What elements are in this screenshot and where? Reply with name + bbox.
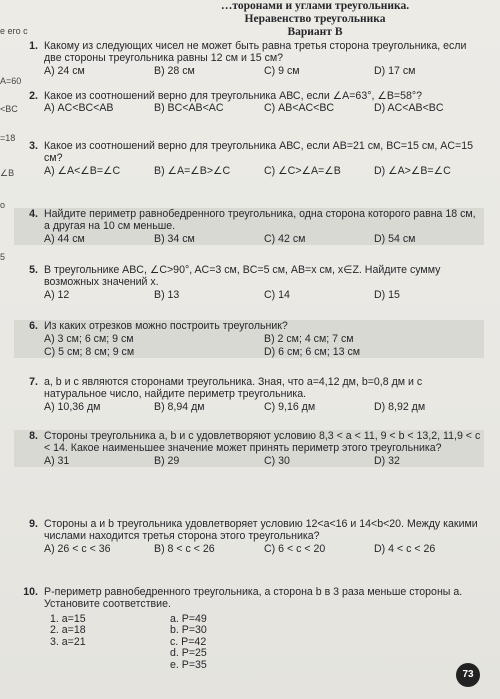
match-left-item: 1. a=15 <box>50 612 86 625</box>
task-9 <box>14 518 484 555</box>
option-d[interactable]: D) 17 см <box>374 64 416 77</box>
task-number: 6. <box>29 320 38 332</box>
match-right-item: e. P=35 <box>170 658 207 671</box>
option-b[interactable]: В) 2 см; 4 см; 7 см <box>264 333 354 346</box>
task-5 <box>14 264 484 301</box>
match-right-column <box>170 614 270 672</box>
answer-options <box>44 289 484 301</box>
answer-options <box>44 102 484 114</box>
task-text: a, b и c являются сторонами треугольника. Зная, что a=4,12 дм, b=0,8 дм и c натуральное число, найдите периметр треугольника. <box>44 376 423 401</box>
matching-table <box>44 614 484 672</box>
option-b[interactable]: В) ∠A=∠B>∠C <box>154 164 231 177</box>
answer-options <box>44 543 484 555</box>
match-left-column <box>50 614 170 672</box>
option-d[interactable]: D) 4 < c < 26 <box>374 542 436 555</box>
option-a[interactable]: А) 24 см <box>44 64 85 77</box>
option-c[interactable]: С) 14 <box>264 288 290 301</box>
header-line1: …торонами и углами треугольника. <box>220 0 410 12</box>
side-fragment: =18 <box>0 133 16 143</box>
option-c[interactable]: С) 42 см <box>264 232 306 245</box>
option-d[interactable]: D) 6 см; 6 см; 13 см <box>264 345 361 358</box>
task-text: Какое из соотношений верно для треугольника АВС, если ∠A=63°, ∠B=58°? <box>44 90 423 102</box>
task-number: 10. <box>23 586 38 598</box>
task-number: 8. <box>29 430 38 442</box>
answer-options <box>44 165 484 177</box>
option-b[interactable]: В) BC<AB<AC <box>154 102 224 115</box>
task-text: Какому из следующих чисел не может быть равна третья сторона треугольника, если две стороны треугольника равны 12 см и 15 см? <box>44 40 467 65</box>
option-d[interactable]: D) 15 <box>374 288 400 301</box>
option-a[interactable]: А) 3 см; 6 см; 9 см <box>44 333 134 346</box>
option-a[interactable]: А) 44 см <box>44 232 85 245</box>
option-a[interactable]: А) ∠A<∠B=∠C <box>44 164 121 177</box>
option-c[interactable]: С) 6 < c < 20 <box>264 542 326 555</box>
option-a[interactable]: А) 12 <box>44 288 70 301</box>
option-b[interactable]: В) 28 см <box>154 64 195 77</box>
page-number-badge: 73 <box>456 663 480 687</box>
option-c[interactable]: С) 9,16 дм <box>264 400 316 413</box>
side-fragment: ∠B <box>0 168 15 178</box>
match-left-item: 2. a=18 <box>50 624 86 637</box>
task-number: 3. <box>29 140 38 152</box>
match-left-item: 3. a=21 <box>50 635 86 648</box>
option-c[interactable]: С) AB<AC<BC <box>264 102 335 115</box>
task-text: Какое из соотношений верно для треугольника АВС, если AB=21 см, BC=15 см, AC=15 см? <box>44 140 473 165</box>
task-text: Стороны a и b треугольника удовлетворяет условию 12<a<16 и 14<b<20. Между какими числами находится третья сторона этого треугольника? <box>44 518 478 543</box>
match-right-item: c. P=42 <box>170 635 207 648</box>
task-4 <box>14 208 484 245</box>
side-fragment: A=60 <box>0 76 22 86</box>
option-a[interactable]: А) 26 < c < 36 <box>44 542 111 555</box>
option-b[interactable]: В) 34 см <box>154 232 195 245</box>
task-number: 5. <box>29 264 38 276</box>
match-right-item: b. P=30 <box>170 624 207 637</box>
task-3 <box>14 140 484 177</box>
option-d[interactable]: D) ∠A>∠B=∠C <box>374 164 451 177</box>
answer-options <box>44 401 484 413</box>
task-number: 7. <box>29 376 38 388</box>
side-fragment: е его с <box>0 26 28 36</box>
option-b[interactable]: В) 8 < c < 26 <box>154 542 215 555</box>
answer-options <box>44 65 484 77</box>
task-number: 1. <box>29 40 38 52</box>
task-10 <box>14 586 484 671</box>
match-right-item: d. P=25 <box>170 647 207 660</box>
option-b[interactable]: В) 8,94 дм <box>154 400 205 413</box>
option-c[interactable]: С) ∠C>∠A=∠B <box>264 164 341 177</box>
task-text: Из каких отрезков можно построить треугольник? <box>44 320 288 332</box>
option-d[interactable]: D) 54 см <box>374 232 416 245</box>
task-text: Найдите периметр равнобедренного треугольника, одна сторона которого равна 18 см, а другая на 10 см меньше. <box>44 208 476 233</box>
option-a[interactable]: А) 10,36 дм <box>44 400 101 413</box>
option-c[interactable]: С) 9 см <box>264 64 300 77</box>
task-1 <box>14 40 484 77</box>
side-fragment: о <box>0 200 6 210</box>
task-8 <box>14 430 484 467</box>
task-number: 2. <box>29 90 38 102</box>
answer-options <box>44 333 484 358</box>
option-c[interactable]: С) 30 <box>264 454 290 467</box>
answer-options <box>44 233 484 245</box>
task-number: 9. <box>29 518 38 530</box>
task-text: Стороны треугольника a, b и c удовлетворяют условию 8,3 < a < 11, 9 < b < 13,2, 11,9 < c < 14. Какое наименьшее значение может принять периметр этого треугольника? <box>44 430 481 455</box>
task-7 <box>14 376 484 413</box>
task-6 <box>14 320 484 358</box>
option-b[interactable]: В) 13 <box>154 288 180 301</box>
variant-label: Вариант В <box>287 26 343 38</box>
side-fragment: <BC <box>0 104 18 114</box>
option-c[interactable]: С) 5 см; 8 см; 9 см <box>44 345 135 358</box>
option-a[interactable]: А) AC<BC<AB <box>44 102 114 115</box>
header-line2: Неравенство треугольника <box>244 13 386 25</box>
side-fragment: 5 <box>0 252 6 262</box>
task-text: В треугольнике ABC, ∠C>90°, AC=3 см, BC=5 см, AB=x см, x∈Z. Найдите сумму возможных значений x. <box>44 264 441 289</box>
option-d[interactable]: D) 32 <box>374 454 400 467</box>
match-right-item: a. P=49 <box>170 612 207 625</box>
option-b[interactable]: В) 29 <box>154 454 180 467</box>
task-2 <box>14 90 484 115</box>
option-d[interactable]: D) AC<AB<BC <box>374 102 444 115</box>
task-text: P-периметр равнобедренного треугольника, а сторона b в 3 раза меньше стороны a. Установите соответствие. <box>44 586 463 611</box>
task-number: 4. <box>29 208 38 220</box>
option-d[interactable]: D) 8,92 дм <box>374 400 426 413</box>
page-header <box>160 0 470 39</box>
answer-options <box>44 455 484 467</box>
option-a[interactable]: А) 31 <box>44 454 70 467</box>
